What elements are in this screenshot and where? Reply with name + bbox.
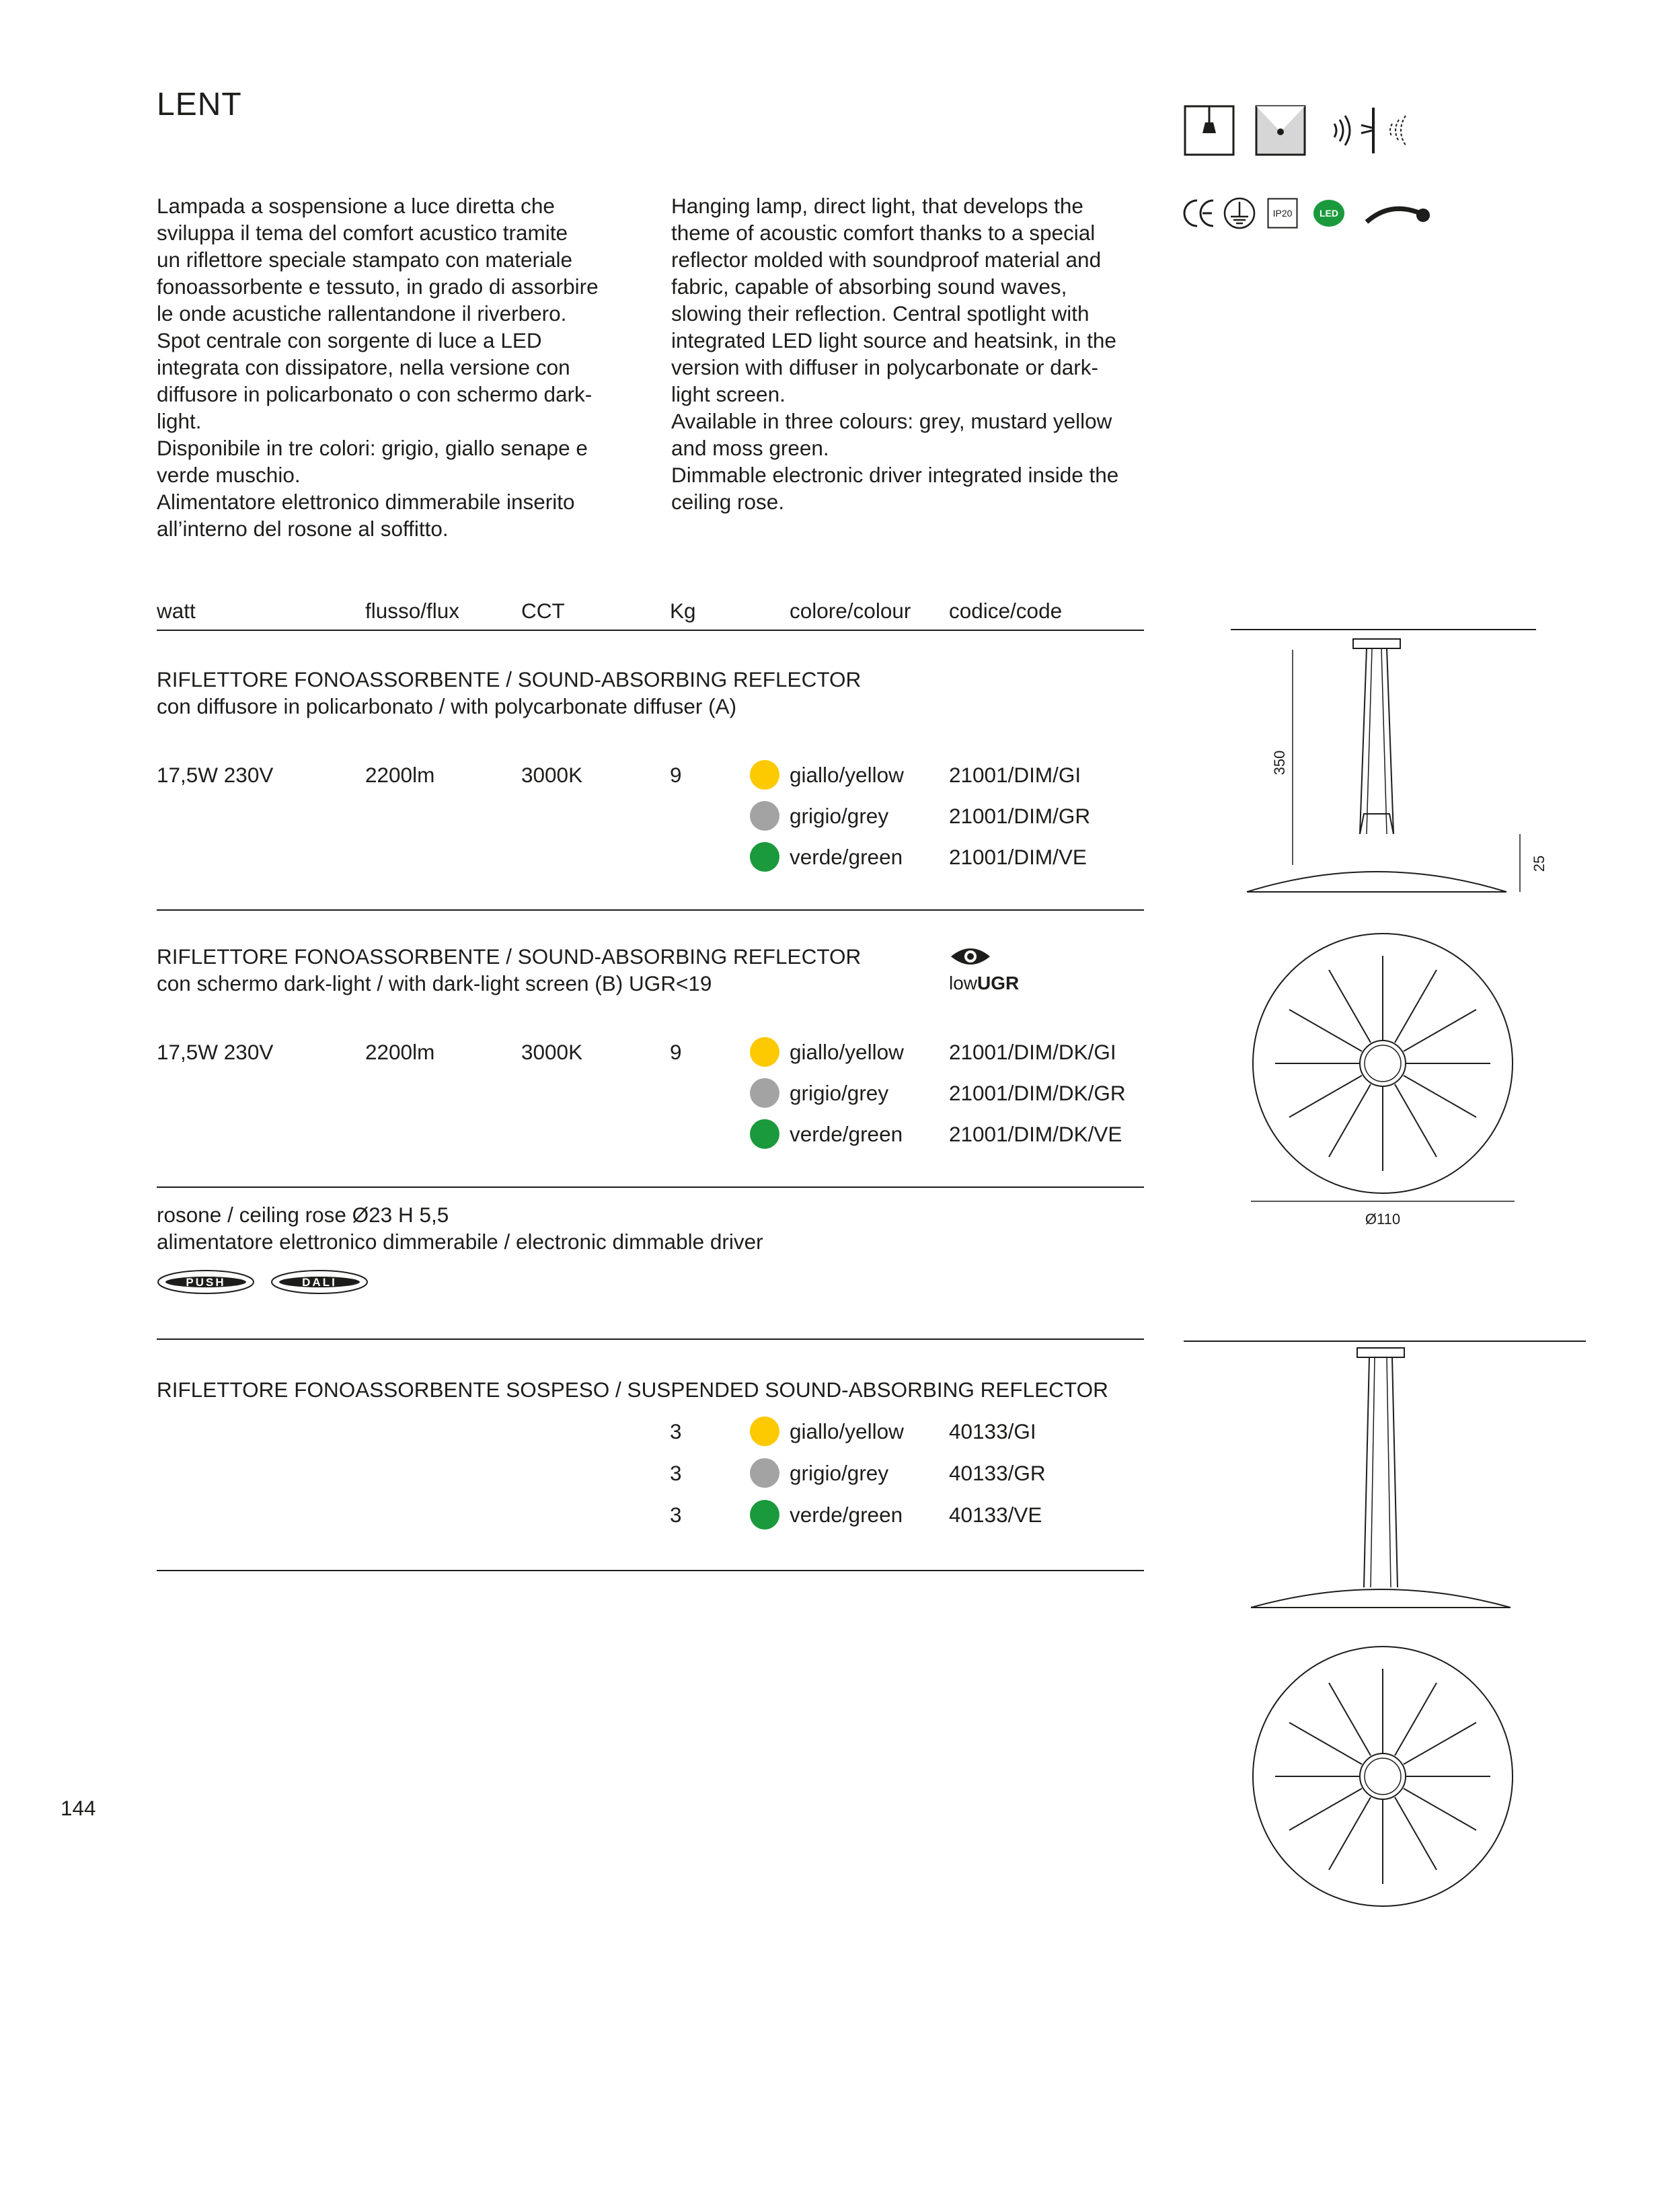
dali-label: DALI — [302, 1276, 337, 1289]
section-b-code-1: 21001/DIM/DK/GI — [949, 1040, 1116, 1064]
page-number: 144 — [61, 1796, 96, 1820]
header-divider — [157, 630, 1144, 631]
accessory-kg-1: 3 — [670, 1419, 682, 1443]
swatch-yellow — [750, 1037, 779, 1067]
accessory-colour-3: verde/green — [790, 1503, 903, 1527]
swatch-grey — [750, 1458, 779, 1488]
section-b-code-3: 21001/DIM/DK/VE — [949, 1122, 1122, 1146]
section-a-colour-1: giallo/yellow — [790, 763, 904, 787]
led-label: LED — [1320, 208, 1338, 219]
header-flux: flusso/flux — [365, 599, 460, 623]
accessory-colour-1: giallo/yellow — [790, 1419, 904, 1443]
dimmable-icon — [1364, 194, 1433, 233]
side-view-drawing — [1217, 626, 1547, 901]
header-colour: colore/colour — [790, 599, 911, 623]
header-watt: watt — [157, 599, 196, 623]
section-b-code-2: 21001/DIM/DK/GR — [949, 1081, 1126, 1105]
header-code: codice/code — [949, 599, 1063, 623]
section-a-code-3: 21001/DIM/VE — [949, 845, 1087, 869]
section-b-title: RIFLETTORE FONOASSORBENTE / SOUND-ABSORBING REFLECTOR — [157, 944, 862, 969]
top-view-drawing — [1250, 932, 1516, 1235]
swatch-grey — [750, 801, 779, 831]
low-ugr-ugr: UGR — [977, 973, 1020, 993]
accessory-code-3: 40133/VE — [949, 1503, 1042, 1527]
low-ugr-low: low — [949, 973, 978, 993]
accessory-kg-2: 3 — [670, 1461, 682, 1485]
section-b-colour-2: grigio/grey — [790, 1081, 889, 1105]
section-b-colour-3: verde/green — [790, 1122, 903, 1146]
swatch-green — [750, 1500, 779, 1530]
accessory-colour-2: grigio/grey — [790, 1461, 889, 1485]
section-a-flux: 2200lm — [365, 763, 435, 787]
swatch-green — [750, 842, 779, 872]
section-a-title: RIFLETTORE FONOASSORBENTE / SOUND-ABSORBING REFLECTOR — [157, 667, 862, 691]
section-b-cct: 3000K — [521, 1040, 583, 1064]
section-b-watt: 17,5W 230V — [157, 1040, 274, 1064]
acoustic-icon — [1329, 105, 1420, 156]
section-a-subtitle: con diffusore in policarbonato / with polycarbonate diffuser (A) — [157, 694, 737, 718]
section-a-code-2: 21001/DIM/GR — [949, 804, 1091, 828]
low-ugr-badge — [949, 973, 1019, 994]
accessory-code-2: 40133/GR — [949, 1461, 1046, 1485]
section-a-kg: 9 — [670, 763, 682, 787]
section-b-colour-1: giallo/yellow — [790, 1040, 904, 1064]
accessory-code-1: 40133/GI — [949, 1419, 1036, 1443]
section-b-kg: 9 — [670, 1040, 682, 1064]
header-cct: CCT — [521, 599, 565, 623]
suspension-lamp-icon — [1184, 105, 1235, 156]
section-a-watt: 17,5W 230V — [157, 763, 274, 787]
reflector-height-dimension: 25 — [1531, 855, 1547, 872]
push-label: PUSH — [186, 1276, 226, 1289]
diameter-dimension: Ø110 — [1365, 1211, 1401, 1228]
led-badge-icon — [1313, 199, 1345, 227]
height-dimension: 350 — [1271, 750, 1288, 776]
section-a-cct: 3000K — [521, 763, 583, 787]
note-ceiling-rose: rosone / ceiling rose Ø23 H 5,5 — [157, 1203, 449, 1227]
direct-light-icon — [1255, 105, 1306, 156]
ce-mark-icon — [1182, 196, 1216, 230]
accessory-side-view-drawing — [1184, 1338, 1587, 1614]
ip20-icon — [1267, 198, 1298, 229]
note-driver: alimentatore elettronico dimmerabile / electronic dimmable driver — [157, 1230, 763, 1254]
eye-icon — [948, 944, 993, 969]
ip20-label: IP20 — [1272, 208, 1293, 219]
description-italian: Lampada a sospensione a luce diretta che sviluppa il tema del comfort acustico tramite un riflettore speciale stampato con materiale fonoassorbente e tessuto, in grado di assorbire le onde acustiche rallentandone il riverbero. Spot centrale con sorgente di luce a LED integrata con dissipatore, nella versione con diffusore in policarbonato o con schermo dark- light. Disponibile in tre colori: grigio, giallo senape e verde muschio. Alimentatore elettronico dimmerabile inserito all’interno del rosone al soffitto. — [157, 194, 599, 541]
accessory-top-view-drawing — [1250, 1645, 1516, 1909]
header-kg: Kg — [670, 599, 696, 623]
swatch-grey — [750, 1078, 779, 1108]
section-a-colour-3: verde/green — [790, 845, 903, 869]
section-a-divider — [157, 909, 1144, 911]
accessory-divider — [157, 1570, 1144, 1571]
section-b-divider — [157, 1186, 1144, 1188]
section-a-colour-2: grigio/grey — [790, 804, 889, 828]
swatch-yellow — [750, 760, 779, 790]
notes-divider — [157, 1338, 1144, 1340]
accessory-kg-3: 3 — [670, 1503, 682, 1527]
push-badge — [157, 1269, 255, 1295]
page-title: LENT — [157, 87, 242, 122]
swatch-green — [750, 1119, 779, 1149]
section-b-subtitle: con schermo dark-light / with dark-light screen (B) UGR<19 — [157, 971, 712, 995]
accessory-title: RIFLETTORE FONOASSORBENTE SOSPESO / SUSPENDED SOUND-ABSORBING REFLECTOR — [157, 1378, 1108, 1402]
ground-symbol-icon — [1223, 196, 1256, 230]
section-b-flux: 2200lm — [365, 1040, 435, 1064]
swatch-yellow — [750, 1417, 779, 1446]
dali-badge — [270, 1269, 369, 1295]
description-english: Hanging lamp, direct light, that develops the theme of acoustic comfort thanks to a special reflector molded with soundproof material and fabric, capable of absorbing sound waves, slowing their reflection. Central spotlight with integrated LED light source and heatsink, in the version with diffuser in polycarbonate or dark- light screen. Available in three colours: grey, mustard yellow and moss green. Dimmable electronic driver integrated inside the ceiling rose. — [671, 194, 1119, 514]
section-a-code-1: 21001/DIM/GI — [949, 763, 1081, 787]
